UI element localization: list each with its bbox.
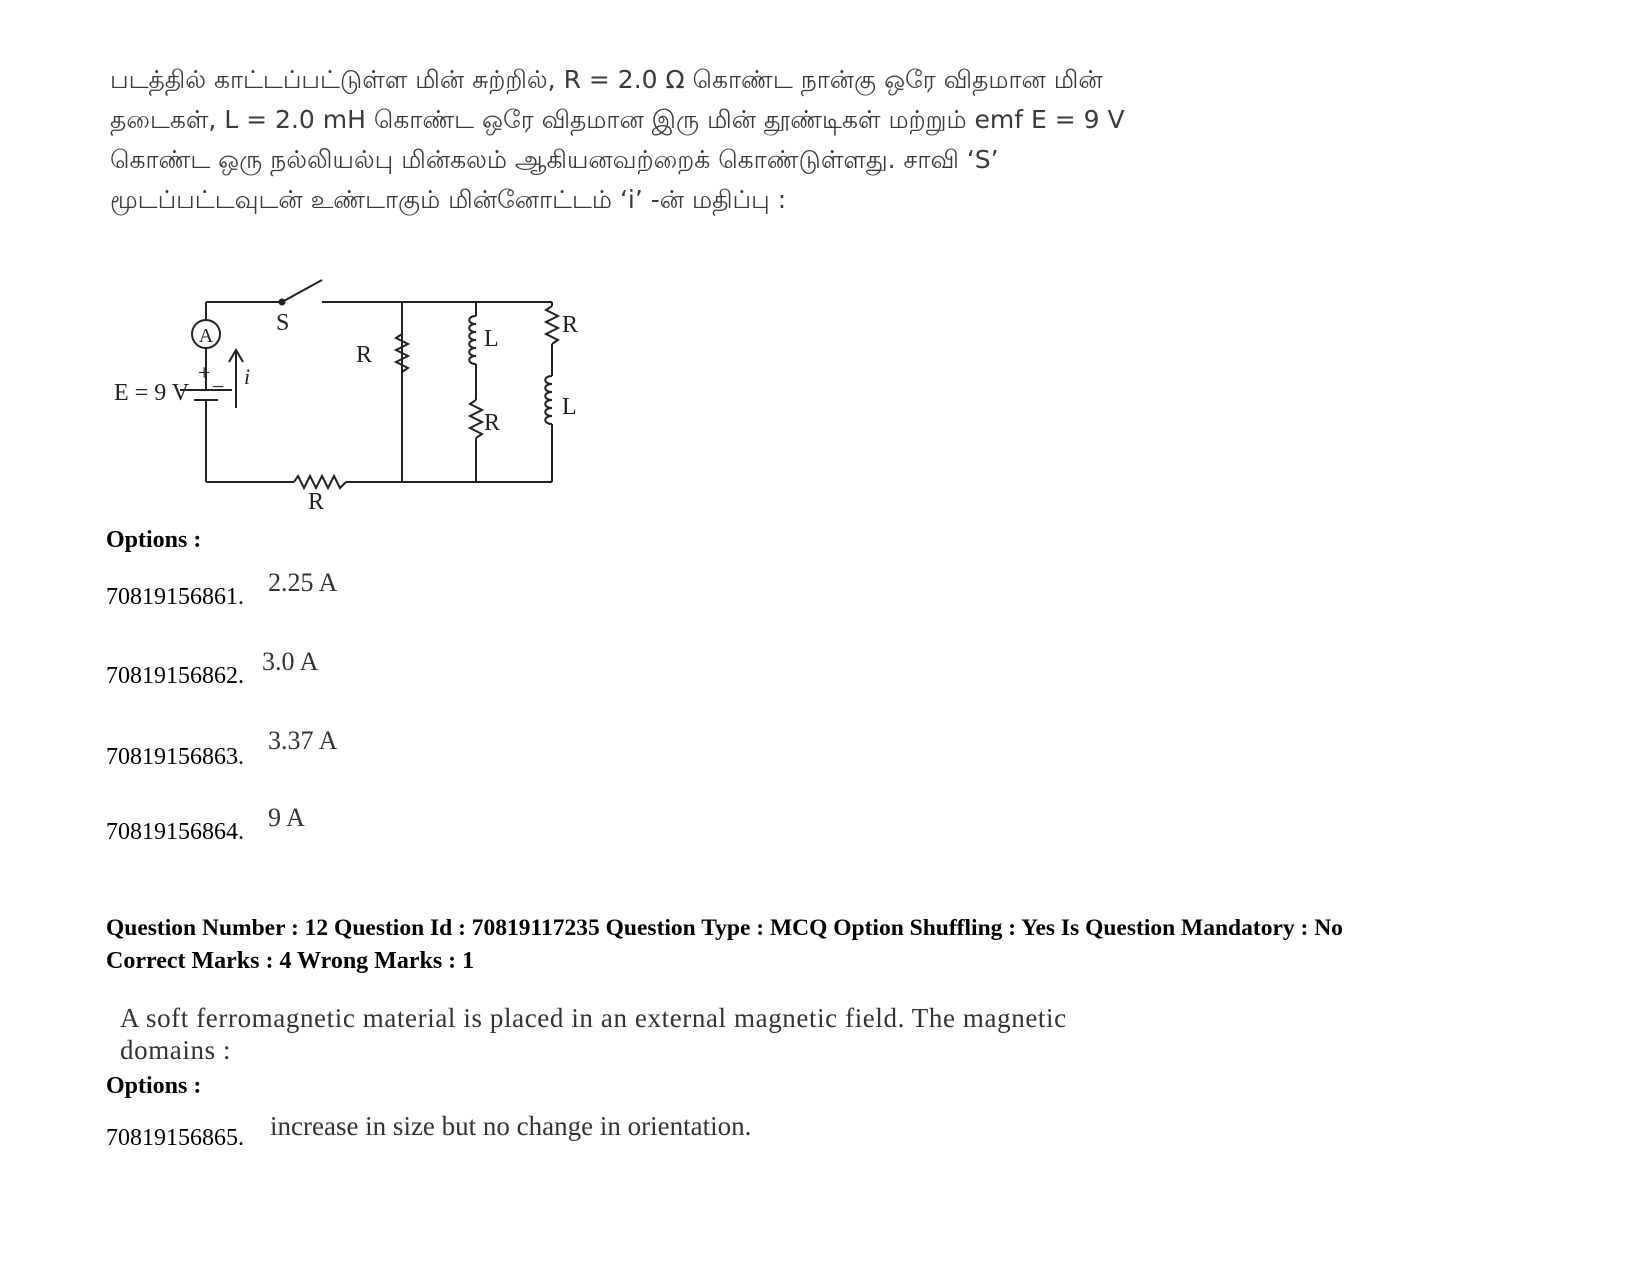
question-line: கொண்ட ஒரு நல்லியல்பு மின்கலம் ஆகியனவற்றைக் கொண்டுள்ளது. சாவி ‘S’ bbox=[110, 145, 999, 174]
option-id: 70819156862. bbox=[106, 663, 244, 689]
inductor-label-branch-3: L bbox=[562, 394, 577, 420]
resistor-branch-2 bbox=[470, 400, 482, 438]
option-row[interactable] bbox=[106, 647, 319, 690]
resistor-label-branch-3: R bbox=[562, 312, 579, 338]
options-label: Options : bbox=[106, 1073, 202, 1099]
question-line: A soft ferromagnetic material is placed in an external magnetic field. The magnetic bbox=[120, 1003, 1067, 1033]
option-text: increase in size but no change in orientation. bbox=[270, 1111, 752, 1141]
resistor-bottom bbox=[294, 476, 346, 488]
resistor-label-branch-1: R bbox=[356, 342, 373, 368]
inductor-label-branch-2: L bbox=[484, 326, 499, 352]
option-id: 70819156865. bbox=[106, 1125, 244, 1151]
question-line: மூடப்பட்டவுடன் உண்டாகும் மின்னோட்டம் ‘i’ -ன் மதிப்பு : bbox=[110, 185, 787, 214]
resistor-label-bottom: R bbox=[308, 489, 325, 512]
question-marks-line: Correct Marks : 4 Wrong Marks : 1 bbox=[106, 948, 475, 974]
switch-label: S bbox=[276, 310, 290, 336]
battery-plus: + bbox=[198, 360, 211, 385]
battery-minus: − bbox=[212, 374, 225, 399]
inductor-branch-3 bbox=[545, 376, 552, 424]
question-meta-line: Question Number : 12 Question Id : 70819117235 Question Type : MCQ Option Shuffling : Yes Is Question Mandatory : No bbox=[106, 915, 1343, 941]
option-text: 3.0 A bbox=[262, 647, 319, 676]
options-label: Options : bbox=[106, 527, 202, 553]
question-text-english bbox=[120, 1002, 1220, 1066]
emf-label: E = 9 V bbox=[114, 380, 190, 406]
option-row[interactable] bbox=[106, 803, 305, 846]
circuit-diagram bbox=[110, 272, 610, 512]
option-id: 70819156861. bbox=[106, 584, 244, 610]
option-row[interactable] bbox=[106, 1111, 752, 1152]
question-line: domains : bbox=[120, 1035, 232, 1065]
option-text: 9 A bbox=[268, 803, 305, 832]
ammeter-label: A bbox=[198, 325, 214, 347]
option-row[interactable] bbox=[106, 568, 338, 611]
resistor-label-branch-2: R bbox=[484, 410, 501, 436]
option-id: 70819156864. bbox=[106, 819, 244, 845]
option-text: 2.25 A bbox=[268, 568, 338, 597]
option-row[interactable] bbox=[106, 726, 338, 771]
option-text: 3.37 A bbox=[268, 726, 338, 755]
inductor-branch-2 bbox=[469, 316, 476, 364]
switch-blade bbox=[282, 280, 322, 302]
question-line: தடைகள், L = 2.0 mH கொண்ட ஒரே விதமான இரு மின் தூண்டிகள் மற்றும் emf E = 9 V bbox=[110, 105, 1125, 134]
switch-pivot bbox=[279, 299, 286, 306]
question-text-tamil bbox=[110, 60, 1220, 220]
option-id: 70819156863. bbox=[106, 744, 244, 770]
resistor-branch-3 bbox=[546, 306, 558, 344]
current-label: i bbox=[244, 364, 251, 389]
question-line: படத்தில் காட்டப்பட்டுள்ள மின் சுற்றில், R = 2.0 Ω கொண்ட நான்கு ஒரே விதமான மின் bbox=[110, 65, 1103, 94]
